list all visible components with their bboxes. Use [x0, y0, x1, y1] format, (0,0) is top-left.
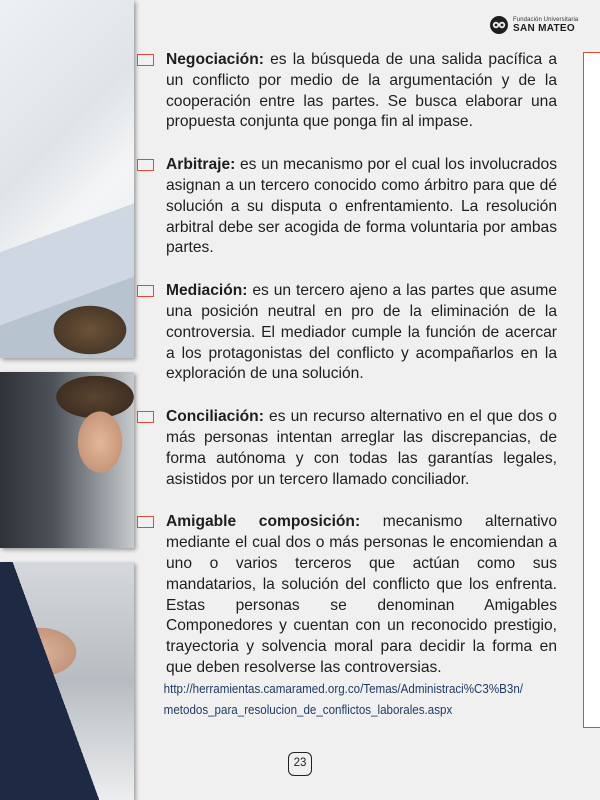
content-column [137, 50, 557, 743]
source-link-line-1[interactable]: http://herramientas.camaramed.org.co/Temas/Administraci%C3%B3n/ [163, 681, 524, 696]
item-paragraph [137, 407, 557, 490]
bullet-marker [137, 54, 154, 66]
item-paragraph [137, 50, 557, 133]
item-paragraph [137, 512, 557, 678]
photo-strip [0, 0, 136, 800]
list-item-negociacion [137, 50, 557, 133]
item-text: mecanismo alternativo mediante el cual dos o más personas le encomiendan a uno o varios terceros que actúan como sus mandatarios, la solución del conflicto que los enfrenta. Estas personas se denominan Amigables Componedores y cuentan con un reconocido prestigio, trayectoria y solvencia moral para decidir la forma en que deben resolverse las controversias. [166, 513, 558, 676]
item-paragraph [137, 281, 557, 385]
logo-emblem-icon [489, 15, 509, 35]
list-item-arbitraje [137, 155, 557, 259]
item-text: es un tercero ajeno a las partes que asume una posición neutral en pro de la eliminación de la controversia. El mediador cumple la función de acercar a los protagonistas del conflicto y acompañarlos en la exploración de una solución. [166, 282, 557, 383]
item-term: Amigable composición: [166, 513, 361, 531]
item-term: Mediación: [166, 282, 248, 300]
bullet-marker [137, 516, 154, 528]
decorative-right-frame [583, 52, 600, 728]
item-text: es un recurso alternativo en el que dos o más personas intentan arreglar las discrepancias, de forma autónoma y con todas las garantías legales, asistidos por un tercero llamado conciliador. [166, 408, 557, 488]
item-paragraph [137, 155, 557, 259]
item-term: Arbitraje: [166, 156, 236, 174]
office-photo-middle [0, 372, 134, 548]
list-item-mediacion [137, 281, 557, 385]
university-logo [489, 14, 599, 36]
item-term: Negociación: [166, 51, 264, 68]
item-term: Conciliación: [166, 408, 264, 426]
logo-small-text: Fundación Universitaria [513, 17, 579, 23]
office-photo-bottom [0, 562, 134, 800]
logo-big-text: SAN MATEO [513, 23, 575, 34]
item-text: es la búsqueda de una salida pacífica a un conflicto por medio de la argumentación y de la cooperación entre las partes. Se busca elaborar una propuesta conjunta que ponga fin al impase. [166, 51, 557, 131]
source-link-line-2[interactable]: metodos_para_resolucion_de_conflictos_laborales.aspx [163, 702, 453, 717]
item-text: es un mecanismo por el cual los involucrados asignan a un tercero conocido como árbitro para que dé solución a su disputa o enfrentamiento. La resolución arbitral debe ser acogida de forma voluntaria por ambas partes. [166, 156, 557, 257]
office-photo-top [0, 0, 134, 358]
bullet-marker [137, 285, 154, 297]
list-item-amigable-composicion [137, 512, 557, 720]
list-item-conciliacion [137, 407, 557, 490]
page-number: 23 [288, 752, 312, 776]
bullet-marker [137, 411, 154, 423]
bullet-marker [137, 159, 154, 171]
